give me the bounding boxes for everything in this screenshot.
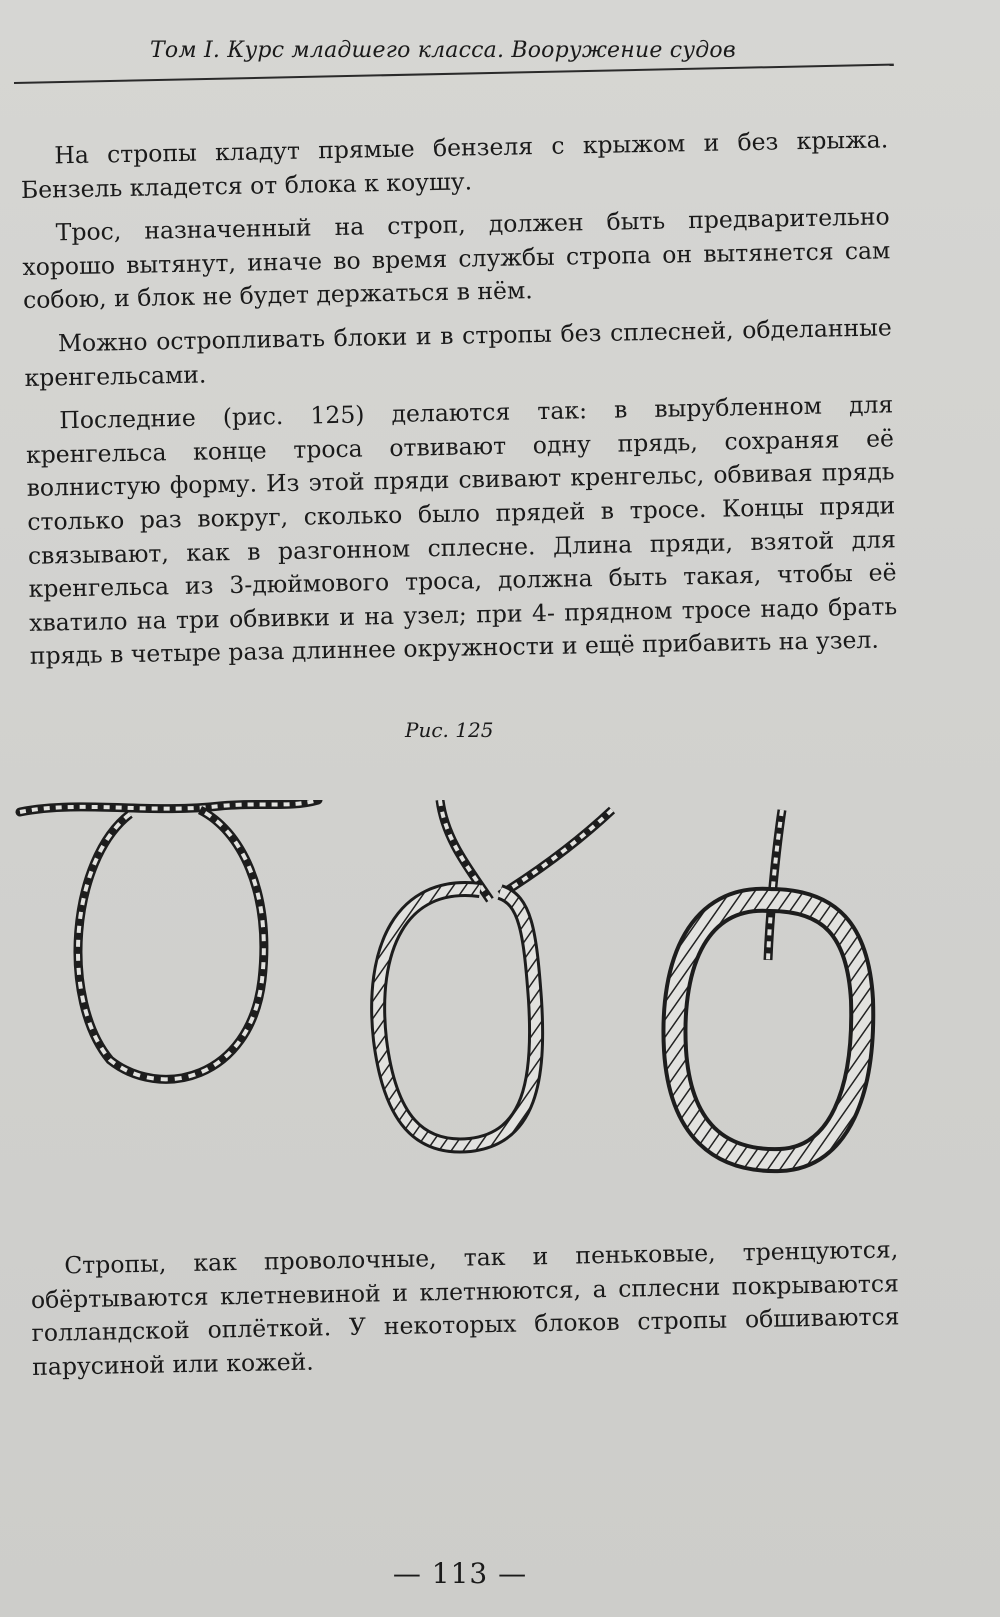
paragraph: Можно остропливать блоки и в стропы без сплесней, обделанные кренгельсами.: [24, 313, 893, 392]
body-text: [20, 123, 898, 683]
grommet-stage-3: [674, 810, 862, 1160]
paragraph: На стропы кладут прямые бензеля с крыжом и без крыжа. Бензель кладется от блока к коушу.: [20, 125, 889, 204]
paragraph: Стропы, как проволочные, так и пеньковые, тренцуются, обёртываются клетневиной и клетнюются, а сплесни покрываются голландской оплёткой. У некоторых блоков стропы обшиваются парусиной или кожей.: [30, 1235, 900, 1381]
running-header: Том I. Курс младшего класса. Вооружение судов: [150, 38, 736, 63]
body-text-continued: [30, 1233, 900, 1384]
figure-125-illustration: [0, 800, 1000, 1220]
header-rule: [14, 64, 894, 84]
paragraph: Трос, назначенный на строп, должен быть предварительно хорошо вытянут, иначе во время службы стропа он вытянется сам собою, и блок не будет держаться в нём.: [22, 202, 891, 315]
page-number: — 113 —: [392, 1557, 528, 1590]
grommet-stage-2: [378, 800, 612, 1146]
paragraph: Последние (рис. 125) делаются так: в вырубленном для кренгельса конце троса отвивают одну прядь, сохраняя её волнистую форму. Из этой пряди свивают кренгельс, обвивая прядь столько раз вокруг, сколько было прядей в тросе. Концы пряди связывают, как в разгонном сплесне. Длина пряди, взятой для кренгельса из 3-дюймового троса, должна быть такая, чтобы её хватило на три обвивки и на узел; при 4- прядном тросе надо брать прядь в четыре раза длиннее окружности и ещё прибавить на узел.: [25, 390, 898, 671]
figure-caption: Рис. 125: [405, 718, 494, 742]
grommet-stage-1: [20, 800, 318, 1079]
